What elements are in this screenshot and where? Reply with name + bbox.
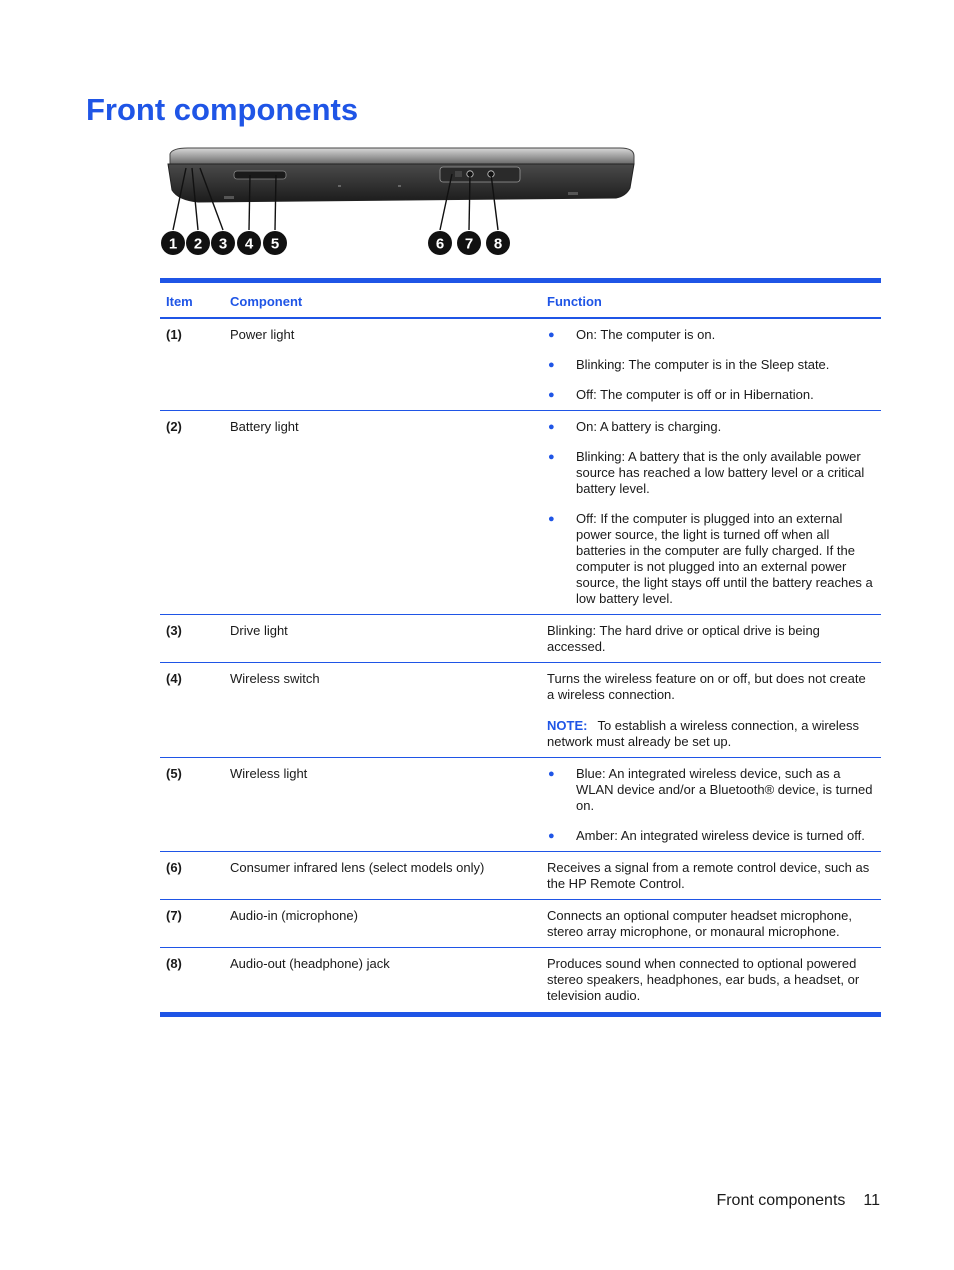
laptop-front-figure (158, 144, 638, 262)
bullet-icon: ● (548, 421, 555, 433)
row-item: (1) (160, 318, 224, 411)
table-row (160, 758, 881, 852)
row-item: (7) (160, 900, 224, 948)
bullet-icon: ● (548, 768, 555, 780)
bullet-icon: ● (548, 830, 555, 842)
row-component: Power light (224, 318, 541, 411)
row-item: (2) (160, 411, 224, 615)
page-number: 11 (863, 1192, 880, 1209)
function-text: Turns the wireless feature on or off, but does not create a wireless connection. (547, 671, 866, 702)
row-component: Wireless switch (224, 663, 541, 758)
list-item (547, 327, 875, 343)
callout-3: 3 (218, 235, 228, 253)
row-function (541, 615, 881, 663)
header-component: Component (224, 283, 541, 318)
row-function (541, 663, 881, 758)
row-item: (8) (166, 956, 182, 971)
table-row (160, 615, 881, 663)
bullet-icon: ● (548, 389, 555, 401)
row-function (541, 318, 881, 411)
function-text: Receives a signal from a remote control device, such as the HP Remote Control. (547, 860, 870, 891)
note-text: To establish a wireless connection, a wireless network must already be set up. (547, 718, 860, 749)
list-item (547, 449, 875, 497)
bullet-text: Off: If the computer is plugged into an external power source, the light is turned off when all batteries in the computer are fully charged. If the computer is not plugged into an external power source, the light stays off until the battery reaches a low battery level. (576, 511, 873, 606)
laptop-front-illustration (158, 144, 638, 262)
row-component: Audio-out (headphone) jack (230, 956, 390, 971)
row-item: (6) (160, 852, 224, 900)
function-text: Connects an optional computer headset microphone, stereo array microphone, or monaural microphone. (547, 908, 852, 939)
bullet-text: Blue: An integrated wireless device, such as a WLAN device and/or a Bluetooth® device, is turned on. (576, 766, 873, 813)
table-row (160, 948, 881, 1013)
bullet-text: Blinking: The computer is in the Sleep state. (576, 357, 830, 372)
list-item (547, 766, 875, 814)
table-row (160, 318, 881, 411)
callout-5: 5 (270, 235, 280, 253)
row-function (541, 948, 881, 1013)
bullet-text: Blinking: A battery that is the only available power source has reached a low battery level or a critical battery level. (576, 449, 865, 496)
row-function (541, 852, 881, 900)
table-header-row (160, 283, 881, 318)
table-row (160, 411, 881, 615)
row-component: Drive light (224, 615, 541, 663)
bullet-text: On: A battery is charging. (576, 419, 722, 434)
row-item: (5) (160, 758, 224, 852)
table-row (160, 663, 881, 758)
row-component: Battery light (224, 411, 541, 615)
row-component: Audio-in (microphone) (224, 900, 541, 948)
function-text: Produces sound when connected to optional powered stereo speakers, headphones, ear buds, a headset, or television audio. (547, 956, 860, 1003)
header-item: Item (160, 283, 224, 318)
row-item: (4) (160, 663, 224, 758)
table-row (160, 900, 881, 948)
bullet-text: Off: The computer is off or in Hibernation. (576, 387, 814, 402)
callout-2: 2 (193, 235, 203, 253)
bullet-text: Amber: An integrated wireless device is turned off. (576, 828, 865, 843)
row-function (541, 758, 881, 852)
bullet-text: On: The computer is on. (576, 327, 716, 342)
callout-1: 1 (168, 235, 178, 253)
table-row (160, 852, 881, 900)
callout-7: 7 (464, 235, 474, 253)
row-function (541, 411, 881, 615)
row-component: Wireless light (224, 758, 541, 852)
function-text: Blinking: The hard drive or optical drive is being accessed. (547, 623, 820, 654)
callout-6: 6 (435, 235, 445, 253)
bullet-icon: ● (548, 451, 555, 463)
bullet-icon: ● (548, 513, 555, 525)
row-component: Consumer infrared lens (select models only) (224, 852, 541, 900)
list-item (547, 387, 875, 403)
callout-4: 4 (244, 235, 254, 253)
page-title: Front components (86, 92, 359, 127)
callout-8: 8 (493, 235, 503, 253)
bullet-icon: ● (548, 329, 555, 341)
list-item (547, 357, 875, 373)
header-function: Function (541, 283, 881, 318)
components-table (160, 278, 881, 1017)
page-footer (716, 1192, 880, 1210)
list-item (547, 419, 875, 435)
table-bottom-rule (160, 1012, 881, 1017)
row-function (541, 900, 881, 948)
list-item (547, 511, 875, 607)
note-label: NOTE: (547, 718, 588, 733)
list-item (547, 828, 875, 844)
bullet-icon: ● (548, 359, 555, 371)
note (547, 718, 875, 750)
footer-section-title: Front components (716, 1192, 846, 1209)
row-item: (3) (160, 615, 224, 663)
